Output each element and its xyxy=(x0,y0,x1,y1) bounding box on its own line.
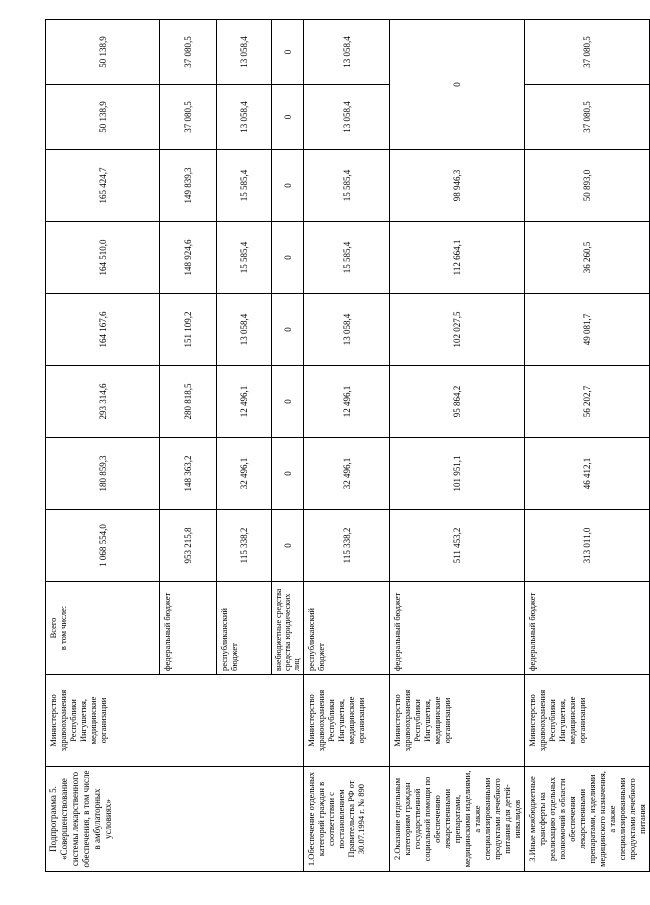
source-cell: федеральный бюджет xyxy=(390,582,525,675)
value-cell: 15 585,4 xyxy=(304,222,390,294)
value-cell: 13 058,4 xyxy=(304,85,390,150)
value-cell: 15 585,4 xyxy=(217,222,272,294)
executor-cell: Министерство здравоохранения Республики Ингушетия, медицинские организации xyxy=(390,675,525,767)
table-row xyxy=(525,20,650,872)
value-cell: 37 080,5 xyxy=(525,20,650,85)
value-cell: 37 080,5 xyxy=(525,85,650,150)
value-cell: 0 xyxy=(272,150,304,222)
value-cell: 165 424,7 xyxy=(46,150,160,222)
value-cell: 313 011,0 xyxy=(525,510,650,582)
value-cell: 953 215,8 xyxy=(160,510,217,582)
value-cell: 13 058,4 xyxy=(304,294,390,366)
executor-cell: Министерство здравоохранения Республики Ингушетия, медицинские организации xyxy=(46,675,304,767)
value-cell: 101 951,1 xyxy=(390,438,525,510)
source-cell: Всего в том числе: xyxy=(46,582,160,675)
value-cell: 293 314,6 xyxy=(46,366,160,438)
executor-cell: Министерство здравоохранения Республики Ингушетия, медицинские организации xyxy=(525,675,650,767)
value-cell: 12 496,1 xyxy=(217,366,272,438)
value-cell: 95 864,2 xyxy=(390,366,525,438)
source-cell: федеральный бюджет xyxy=(160,582,217,675)
value-cell: 115 338,2 xyxy=(304,510,390,582)
value-cell: 50 138,9 xyxy=(46,85,160,150)
value-cell: 280 818,5 xyxy=(160,366,217,438)
executor-cell: Министерство здравоохранения Республики Ингушетия, медицинские организации xyxy=(304,675,390,767)
value-cell: 13 058,4 xyxy=(217,85,272,150)
value-cell: 37 080,5 xyxy=(160,20,217,85)
value-cell: 0 xyxy=(272,20,304,85)
value-cell: 164 167,6 xyxy=(46,294,160,366)
value-cell: 15 585,4 xyxy=(304,150,390,222)
value-cell: 37 080,5 xyxy=(160,85,217,150)
value-cell: 511 453,2 xyxy=(390,510,525,582)
value-cell: 32 496,1 xyxy=(304,438,390,510)
lek-obespechenie-table xyxy=(45,19,650,872)
table-row xyxy=(304,20,390,872)
source-cell: федеральный бюджет xyxy=(525,582,650,675)
value-cell: 0 xyxy=(390,20,525,150)
value-cell: 149 839,3 xyxy=(160,150,217,222)
source-cell: республиканский бюджет xyxy=(304,582,390,675)
value-cell: 13 058,4 xyxy=(217,294,272,366)
value-cell: 56 202,7 xyxy=(525,366,650,438)
value-cell: 180 859,3 xyxy=(46,438,160,510)
value-cell: 112 664,1 xyxy=(390,222,525,294)
value-cell: 0 xyxy=(272,294,304,366)
value-cell: 102 027,5 xyxy=(390,294,525,366)
value-cell: 164 510,0 xyxy=(46,222,160,294)
value-cell: 0 xyxy=(272,438,304,510)
value-cell: 98 946,3 xyxy=(390,150,525,222)
value-cell: 50 138,9 xyxy=(46,20,160,85)
value-cell: 148 363,2 xyxy=(160,438,217,510)
value-cell: 50 893,0 xyxy=(525,150,650,222)
value-cell: 15 585,4 xyxy=(217,150,272,222)
value-cell: 148 924,6 xyxy=(160,222,217,294)
value-cell: 12 496,1 xyxy=(304,366,390,438)
table-row xyxy=(390,20,525,872)
rotated-table-wrapper xyxy=(45,19,647,872)
value-cell: 1 068 554,0 xyxy=(46,510,160,582)
program-cell: 3.Иные межбюджетные трансферты на реализацию отдельных полномочий в области обеспечения лекарственными препаратами, изделиями медицинского назначения, а также специализированными продуктами лечебного питания xyxy=(525,767,650,872)
value-cell: 46 412,1 xyxy=(525,438,650,510)
value-cell: 151 109,2 xyxy=(160,294,217,366)
value-cell: 0 xyxy=(272,366,304,438)
program-cell: 1.Обеспечение отдельных категорий граждан в соответствии с постановлением Правительства РФ от 30.07.1994 г. № 890 xyxy=(304,767,390,872)
value-cell: 36 260,5 xyxy=(525,222,650,294)
value-cell: 13 058,4 xyxy=(217,20,272,85)
value-cell: 32 496,1 xyxy=(217,438,272,510)
value-cell: 0 xyxy=(272,510,304,582)
value-cell: 0 xyxy=(272,222,304,294)
value-cell: 49 081,7 xyxy=(525,294,650,366)
program-cell: Подпрограмма 5. «Совершенствование системы лекарственного обеспечения, в том числе в амбулаторных условиях» xyxy=(46,767,304,872)
value-cell: 0 xyxy=(272,85,304,150)
value-cell: 115 338,2 xyxy=(217,510,272,582)
source-cell: республиканский бюджет xyxy=(217,582,272,675)
program-cell: 2.Оказание отдельным категориям граждан государственной социальной помощи по обеспечению лекарственными препаратами, медицинскими изделиями, а также специализированными продуктами лечебного питания для детей-инвалидов xyxy=(390,767,525,872)
value-cell: 13 058,4 xyxy=(304,20,390,85)
source-cell: внебюджетные средства средства юридических лиц xyxy=(272,582,304,675)
table-row xyxy=(46,20,160,872)
